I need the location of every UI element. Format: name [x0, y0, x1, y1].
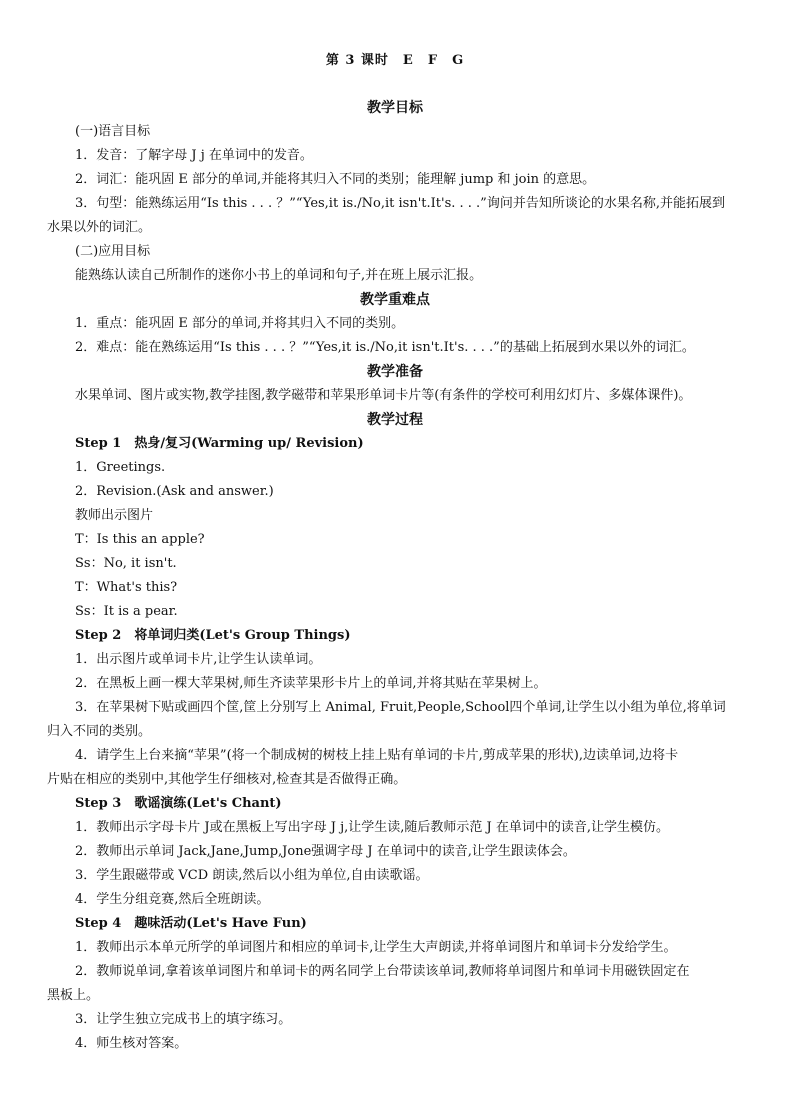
goal-item-3: 3．句型：能熟练运用“Is this . . . ？”“Yes,it is./No,it isn't.It's. . . .”询问并告知所谈论的水果名称,并能拓展到 [75, 196, 725, 211]
goal-item-1: 1．发音：了解字母 J j 在单词中的发音。 [75, 148, 313, 163]
step-4-item-cont: 黑板上。 [47, 988, 100, 1003]
step-3-item: 1．教师出示字母卡片 J或在黑板上写出字母 J j,让学生读,随后教师示范 J 在单词中的读音,让学生模仿。 [75, 820, 669, 835]
subheading-application-goals: (二)应用目标 [75, 244, 151, 259]
application-goal-text: 能熟练认读自己所制作的迷你小书上的单词和句子,并在班上展示汇报。 [75, 268, 483, 283]
page-header: 第 3 课时 E F G [325, 53, 465, 68]
section-title-goals: 教学目标 [367, 100, 423, 116]
key-point-2: 2．难点：能在熟练运用“Is this . . . ？”“Yes,it is./No,it isn't.It's. . . .”的基础上拓展到水果以外的词汇。 [75, 340, 695, 355]
step-2-item: 1．出示图片或单词卡片,让学生认读单词。 [75, 652, 322, 667]
key-point-1: 1．重点：能巩固 E 部分的单词,并将其归入不同的类别。 [75, 316, 405, 331]
dialogue-line: Ss：It is a pear. [75, 604, 178, 619]
dialogue-line: T：What's this? [75, 580, 178, 595]
dialogue-line: Ss：No, it isn't. [75, 556, 177, 571]
step-3-item: 2．教师出示单词 Jack,Jane,Jump,Jone强调字母 J 在单词中的读音,让学生跟读体会。 [75, 844, 576, 859]
step-4-item: 3．让学生独立完成书上的填字练习。 [75, 1012, 292, 1027]
section-title-process: 教学过程 [367, 412, 423, 428]
dialogue-line: T：Is this an apple? [75, 532, 205, 547]
preparation-text: 水果单词、图片或实物,教学挂图,教学磁带和苹果形单词卡片等(有条件的学校可利用幻灯片、多媒体课件)。 [75, 388, 692, 403]
step-3-heading: Step 3 歌谣演练(Let's Chant) [75, 796, 282, 811]
section-title-preparation: 教学准备 [367, 364, 423, 380]
step-2-item: 2．在黑板上画一棵大苹果树,师生齐读苹果形卡片上的单词,并将其贴在苹果树上。 [75, 676, 547, 691]
step-2-heading: Step 2 将单词归类(Let's Group Things) [75, 628, 351, 643]
goal-item-3-cont: 水果以外的词汇。 [47, 220, 152, 235]
subheading-language-goals: (一)语言目标 [75, 124, 151, 139]
step-2-item: 4．请学生上台来摘“苹果”(将一个制成树的树枝上挂上贴有单词的卡片,剪成苹果的形状),边读单词,边将卡 [75, 748, 679, 763]
section-title-key-points: 教学重难点 [360, 292, 430, 308]
goal-item-2: 2．词汇：能巩固 E 部分的单词,并能将其归入不同的类别；能理解 jump 和 join 的意思。 [75, 172, 596, 187]
step-2-item-cont: 归入不同的类别。 [47, 724, 152, 739]
step-2-item: 3．在苹果树下贴或画四个筐,筐上分别写上 Animal, Fruit,People,School四个单词,让学生以小组为单位,将单词 [75, 700, 726, 715]
step-3-item: 3．学生跟磁带或 VCD 朗读,然后以小组为单位,自由读歌谣。 [75, 868, 429, 883]
step-4-item: 4．师生核对答案。 [75, 1036, 188, 1051]
step-1-heading: Step 1 热身/复习(Warming up/ Revision) [75, 436, 364, 451]
step-4-heading: Step 4 趣味活动(Let's Have Fun) [75, 916, 307, 931]
step-1-item: 教师出示图片 [75, 508, 154, 523]
step-3-item: 4．学生分组竞赛,然后全班朗读。 [75, 892, 270, 907]
step-1-item: 1．Greetings. [75, 460, 166, 475]
step-4-item: 2．教师说单词,拿着该单词图片和单词卡的两名同学上台带读该单词,教师将单词图片和单词卡用磁铁固定在 [75, 964, 690, 979]
step-1-item: 2．Revision.(Ask and answer.) [75, 484, 274, 499]
step-2-item-cont: 片贴在相应的类别中,其他学生仔细核对,检查其是否做得正确。 [47, 772, 407, 787]
step-4-item: 1．教师出示本单元所学的单词图片和相应的单词卡,让学生大声朗读,并将单词图片和单词卡分发给学生。 [75, 940, 677, 955]
